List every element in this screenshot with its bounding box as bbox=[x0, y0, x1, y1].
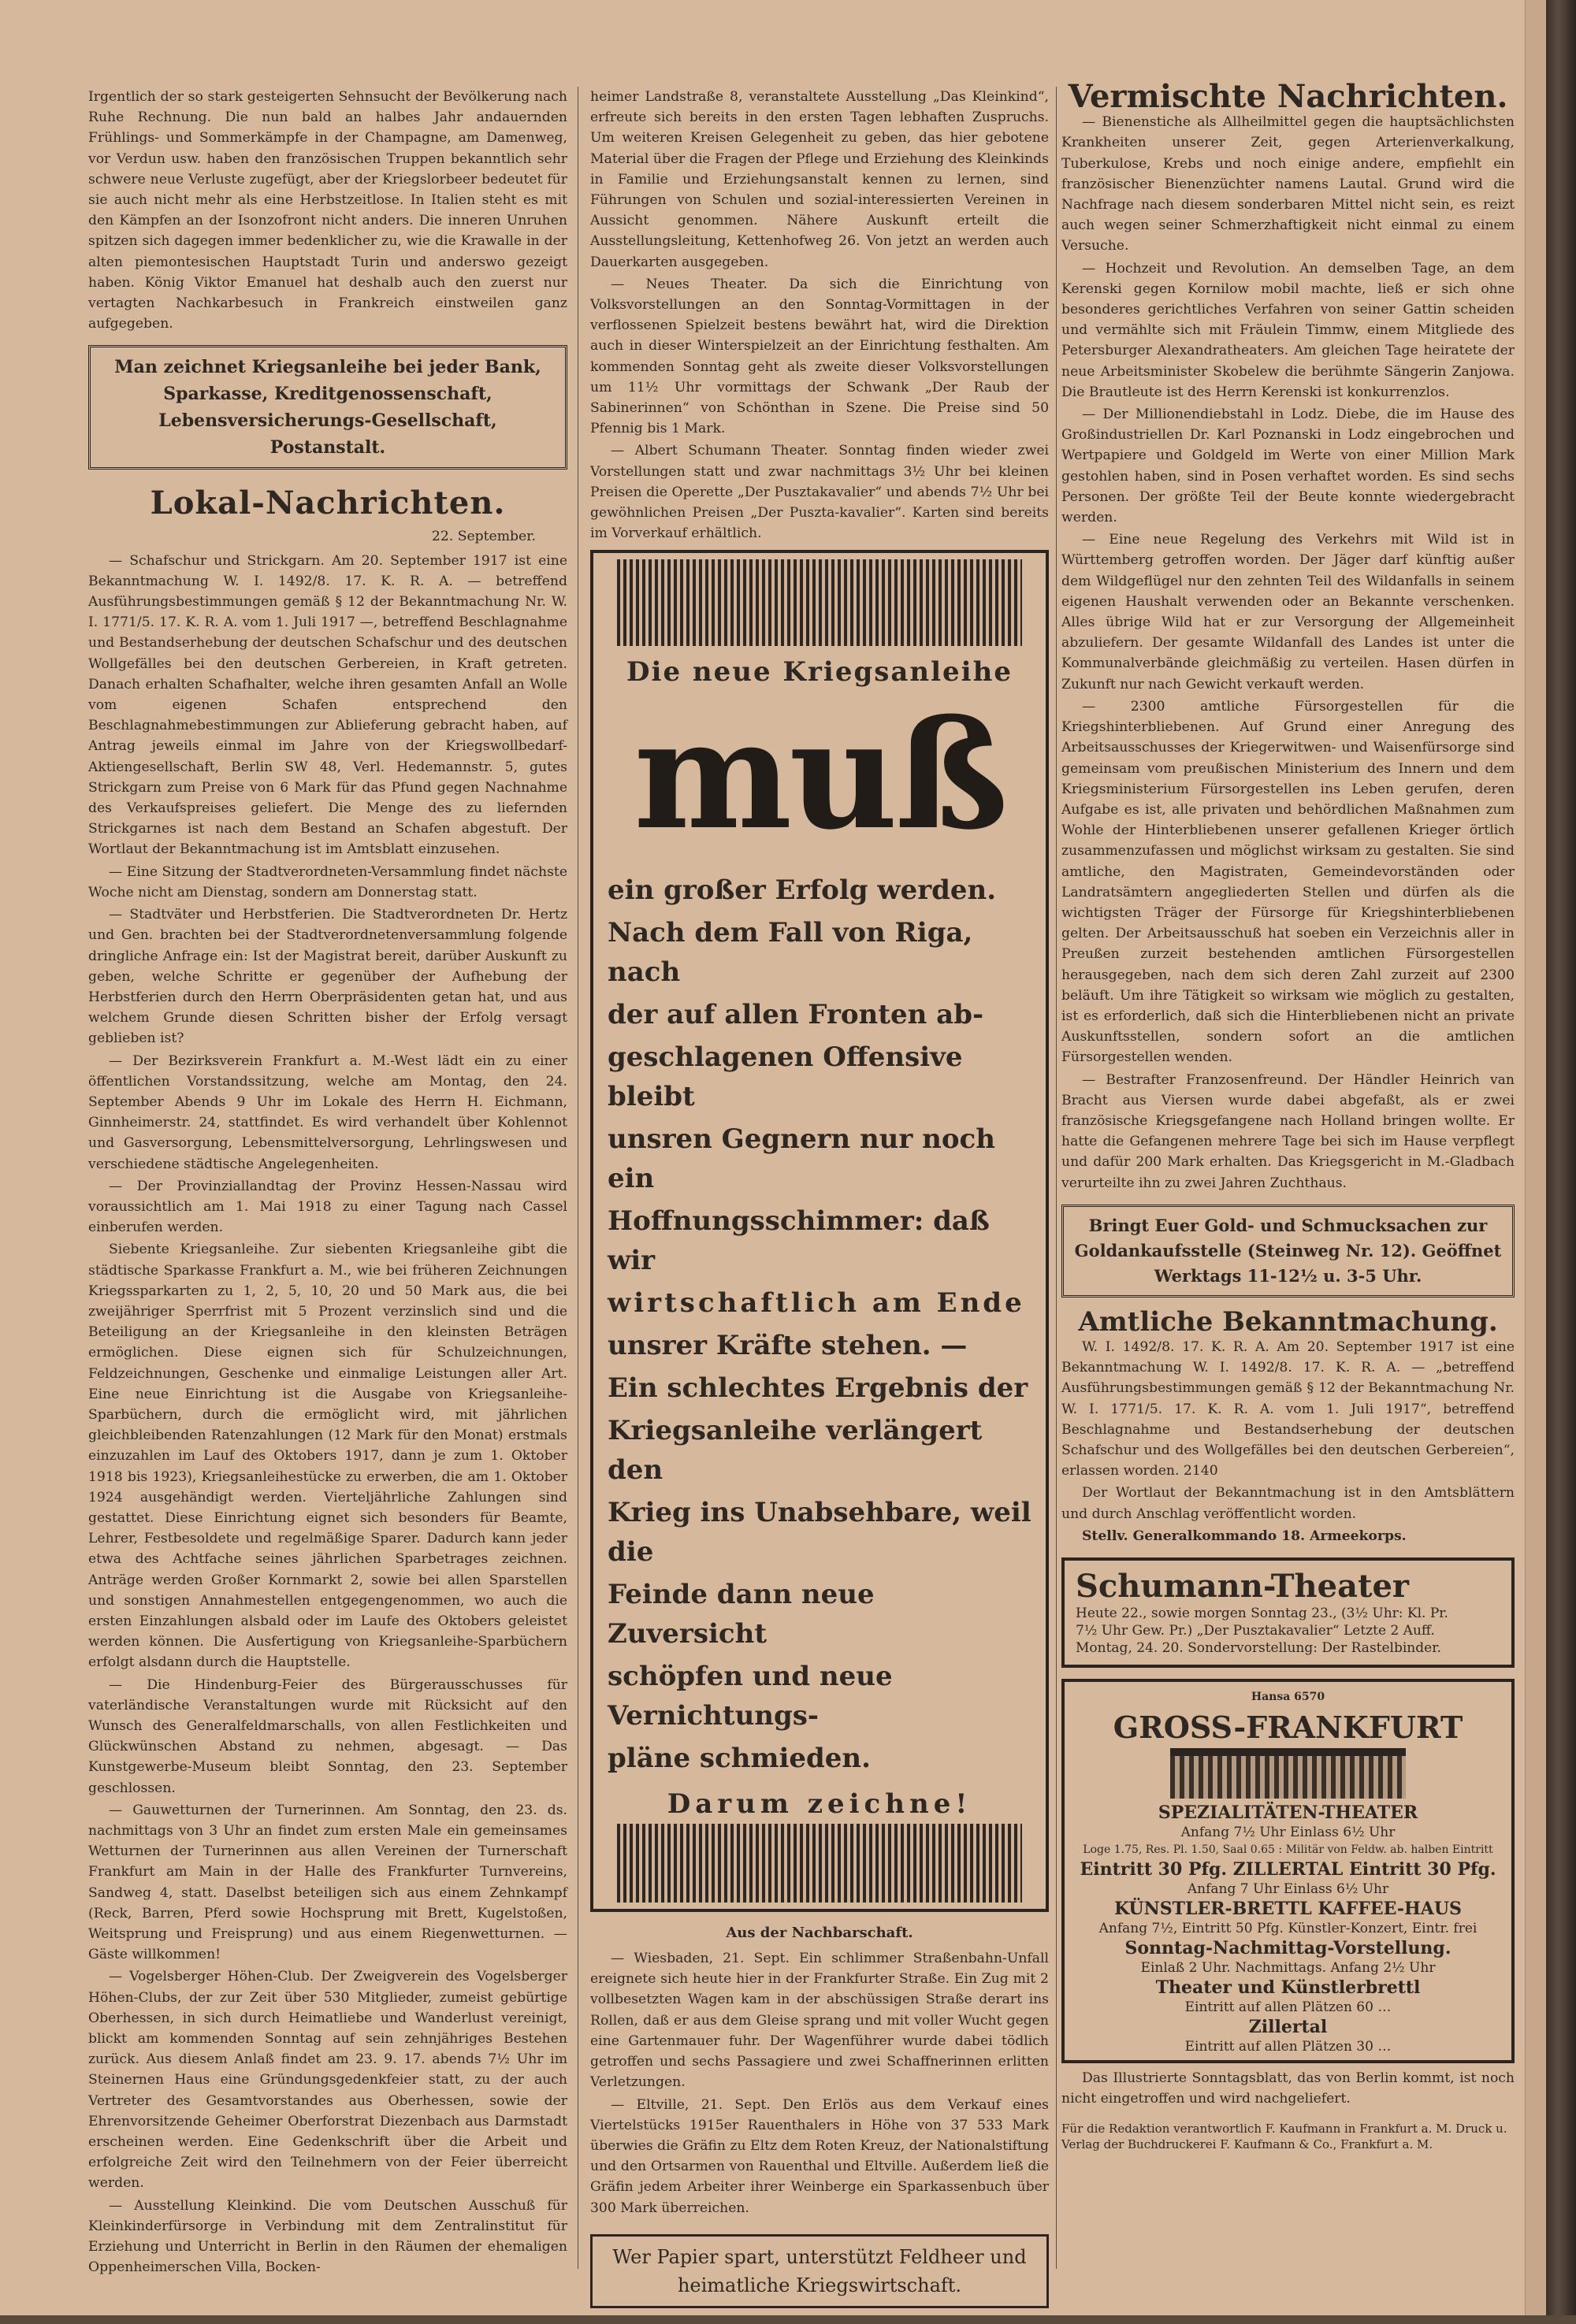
ad-line: Feinde dann neue Zuversicht bbox=[608, 1578, 875, 1650]
kriegsanleihe-advertisement bbox=[590, 550, 1049, 1911]
news-paragraph: — Hochzeit und Revolution. An demselben Tage, an dem Kerenski gegen Kornilow mobil machte, ließ er sich ohne besonderes gerichtliches Verfahren von seiner Gattin scheiden und vermählte sich mit Fräulein Timmw, einem Mitgliede des Petersburger Alexandratheaters. Am gleichen Tage heiratete der neue Arbeitsminister Skobelew die berühmte Sängerin Zanjowa. Die Brautleute ist des Herrn Kerenski ist konkurrenzlos. bbox=[1061, 260, 1515, 400]
column-right bbox=[1061, 78, 1515, 2152]
page-edge bbox=[1525, 0, 1547, 2315]
schumann-theater-ad bbox=[1061, 1557, 1515, 1668]
news-paragraph: — Wiesbaden, 21. Sept. Ein schlimmer Straßenbahn-Unfall ereignete sich heute hier in der Frankfurter Straße. Ein Zug mit 2 vollbesetzten Wagen kam in der abschüssigen Straße derart ins Rollen, daß er aus dem Gleise sprang und mit voller Wucht gegen eine Gartenmauer fuhr. Der Wagenführer wurde dabei tödlich getroffen und sechs Passagiere und zwei Schaffnerinnen erlitten Verletzungen. bbox=[590, 1951, 1049, 2091]
news-paragraph: — Bienenstiche als Allheilmittel gegen die hauptsächlichsten Krankheiten unserer Zeit, gegen Arterienverkalkung, Tuberkulose, Krebs und noch einige andere, empfiehlt ein französischer Bienenzüchter namens Lautal. Grund wird die Nachfrage nach diesem sonderbaren Mittel nicht sein, es reizt auch wegen seiner Schmerzhaftigkeit nicht einmal zu einem Versuche. bbox=[1061, 114, 1515, 254]
ad-line: Eintritt auf allen Plätzen 30 … bbox=[1184, 2039, 1392, 2055]
intro-paragraph: Irgentlich der so stark gesteigerten Sehnsucht der Bevölkerung nach Ruhe Rechnung. Die nun bald an halbes Jahr andauernden Frühlings- und Sommerkämpfe in der Champagne, am Damenweg, vor Verdun usw. haben den französischen Truppen bekanntlich sehr schwere neue Verluste zugefügt, aber der Kriegslorbeer bedeutet für sie auch nicht mehr als eine Herbstzeitlose. In Italien steht es mit den Kämpfen an der Isonzofront nicht anders. Die inneren Unruhen spitzen sich dagegen immer bedenklicher zu, wie die Krawalle in der alten piemontesischen Hauptstadt Turin und anderswo gezeigt haben. König Viktor Emanuel hat deshalb auch den zuerst nur vertagten Nachkarbesuch in Frankreich einstweilen ganz aufgegeben. bbox=[88, 89, 567, 332]
ad-line: Zillertal bbox=[1248, 2017, 1328, 2038]
news-paragraph: — Der Millionendiebstahl in Lodz. Diebe, die im Hause des Großindustriellen Dr. Karl Poznanski in Lodz eingebrochen und Wertpapiere und Goldgeld im Werte von einer Million Mark gestohlen haben, sind in Posen verhaftet worden. Es sind sechs Personen. Der größte Teil der Beute konnte wiedergebracht werden. bbox=[1061, 407, 1515, 526]
theater-line: Montag, 24. 20. Sondervorstellung: Der Rastelbinder. bbox=[1076, 1640, 1441, 1656]
ad-line: SPEZIALITÄTEN-THEATER bbox=[1158, 1802, 1418, 1824]
ad-line: Hoffnungsschimmer: daß wir bbox=[608, 1205, 990, 1276]
ad-line: Einlaß 2 Uhr. Nachmittags. Anfang 2½ Uhr bbox=[1140, 1960, 1436, 1977]
theater-line: 7½ Uhr Gew. Pr.) „Der Pusztakavalier“ Letzte 2 Auff. bbox=[1076, 1623, 1435, 1639]
gold-collection-ad: Bringt Euer Gold- und Schmucksachen zur Goldankaufsstelle (Steinweg Nr. 12). Geöffnet Werktags 11-12½ u. 3-5 Uhr. bbox=[1061, 1205, 1515, 1298]
dateline: 22. September. bbox=[431, 529, 536, 545]
ad-line: Kriegsanleihe verlängert den bbox=[608, 1414, 983, 1486]
theater-line: Heute 22., sowie morgen Sonntag 23., (3½ Uhr: Kl. Pr. bbox=[1076, 1606, 1448, 1621]
news-paragraph: — Stadtväter und Herbstferien. Die Stadtverordneten Dr. Hertz und Gen. brachten bei der Stadtverordnetenversammlung folgende dringliche Anfrage ein: Ist der Magistrat bereit, darüber Auskunft zu geben, welche Schritte er gegenüber der Aufhebung der Herbstferien durch den Herrn Oberpräsidenten getan hat, und aus welchem Grunde diesen Schritten bisher der Erfolg versagt geblieben ist? bbox=[88, 907, 567, 1047]
ad-line: geschlagenen Offensive bleibt bbox=[608, 1041, 963, 1112]
news-paragraph: — 2300 amtliche Fürsorgestellen für die Kriegshinterbliebenen. Auf Grund einer Anregung des Arbeitsausschusses der Kriegerwitwen- und Waisenfürsorge sind gemeinsam vom preußischen Ministerium des Innern und dem Kriegsministerium Fürsorgestellen ins Leben gerufen, deren Aufgabe es ist, alle privaten und behördlichen Maßnahmen zum Wohle der Hinterbliebenen unserer gefallenen Krieger örtlich zusammenzufassen und möglichst wirksam zu gestalten. Sie sind amtliche, den Magistraten, Gemeindevorständen oder Landratsämtern angegliederten Stellen und dürfen als die wichtigsten Träger der Fürsorge für Kriegshinterbliebenen gelten. Der Arbeitsausschuß hat soeben ein Verzeichnis aller in Preußen zurzeit bestehenden amtlichen Fürsorgestellen herausgegeben, nach dem sich deren Zahl zurzeit auf 2300 beläuft. Um ihre Tätigkeit so wirksam wie möglich zu gestalten, ist es erforderlich, daß sich die Hinterbliebenen nicht an private Auskunftsstellen, sondern sofort an die amtlichen Fürsorgestellen wenden. bbox=[1061, 698, 1515, 1066]
news-paragraph: — Der Bezirksverein Frankfurt a. M.-West lädt ein zu einer öffentlichen Vorstandssitzung, welche am Montag, den 24. September Abends 9 Uhr im Lokale des Herrn H. Eichmann, Ginnheimerstr. 24, stattfindet. Es wird verhandelt über Kohlennot und Gasversorgung, Lebensmittelversorgung, Lehrlingswesen und verschiedene städtische Angelegenheiten. bbox=[88, 1052, 567, 1172]
sonntagsblatt-notice: Das Illustrierte Sonntagsblatt, das von Berlin kommt, ist noch nicht eingetroffen und wird nachgeliefert. bbox=[1061, 2070, 1515, 2107]
section-heading-neighborhood: Aus der Nachbarschaft. bbox=[726, 1924, 913, 1941]
news-paragraph: — Ausstellung Kleinkind. Die vom Deutschen Ausschuß für Kleinkinderfürsorge in Verbindung mit dem Zentralinstitut für Erziehung und Unterricht in Berlin in den Räumen der ehemaligen Oppenheimerschen Villa, Bocken- bbox=[88, 2197, 567, 2276]
column-middle bbox=[590, 87, 1049, 2324]
ad-closing: Darum zeichne! bbox=[667, 1788, 972, 1820]
ad-line: Ein schlechtes Ergebnis der bbox=[608, 1372, 1028, 1404]
ad-line: der auf allen Fronten ab- bbox=[608, 998, 984, 1030]
section-heading-misc-news: Vermischte Nachrichten. bbox=[1068, 78, 1508, 115]
news-paragraph: — Vogelsberger Höhen-Club. Der Zweigverein des Vogelsberger Höhen-Clubs, der zur Zeit über 530 Mitglieder, zumeist gebürtige Oberhessen, in sich durch Heimatliebe und Wanderlust vereinigt, blickt am kommenden Sonntag auf sein zehnjähriges Bestehen zurück. Aus diesem Anlaß findet am 23. 9. 17. abends 7½ Uhr im Steinernen Haus eine Gründungsgedenkfeier statt, zu der auch Vertreter des Gesamtvorstandes aus Oberhessen, sowie der Ehrenvorsitzende Geheimer Oberforstrat Diezenbach aus Darmstadt erscheinen werden. Eine Gedenkschrift über die Arbeit und erfolgreiche Zeit wird den Teilnehmern von der Feier überreicht werden. bbox=[88, 1969, 567, 2192]
news-paragraph: — Bestrafter Franzosenfreund. Der Händler Heinrich van Bracht aus Viersen wurde dabei abgefaßt, als er zwei französische Kriegsgefangene nach Holland bringen wollte. Er hatte die Gefangenen mehrere Tage bei sich im Hause verpflegt und dafür 200 Mark erhalten. Das Kriegsgericht in M.-Gladbach verurteilte ihn zu zwei Jahren Zuchthaus. bbox=[1061, 1071, 1515, 1191]
column-rule bbox=[1056, 87, 1057, 2269]
binding-spine bbox=[1546, 0, 1576, 2315]
kriegsanleihe-box-ad: Man zeichnet Kriegsanleihe bei jeder Bank, Sparkasse, Kreditgenossenschaft, Lebensversicherungs-Gesellschaft, Postanstalt. bbox=[88, 345, 567, 470]
ad-big-word: muß bbox=[634, 686, 1005, 863]
news-paragraph: — Eine neue Regelung des Verkehrs mit Wild ist in Württemberg getroffen worden. Der Jäger darf künftig außer dem Wildgeflügel nur den zehnten Teil des Wildanfalls in seinem eigenen Haushalt verwenden oder an Bekannte verschenken. Alles übrige Wild hat er zur Versorgung der Allgemeinheit abzuliefern. Der gesamte Wildanfall des Landes ist unter die Kommunalverbände gleichmäßig zu verteilen. Hasen dürfen in Zukunft nur nach Gewicht verkauft werden. bbox=[1061, 532, 1515, 692]
section-heading-local-news: Lokal-Nachrichten. bbox=[150, 484, 506, 522]
news-paragraph: — Die Hindenburg-Feier des Bürgerausschusses für vaterländische Veranstaltungen wurde mit Rücksicht auf den Wunsch des Generalfeldmarschalls, von allen Festlichkeiten und Glückwünschen Abstand zu nehmen, abgesagt. — Das Kunstgewerbe-Museum bleibt Sonntag, den 23. September geschlossen. bbox=[88, 1676, 567, 1796]
ad-line: Anfang 7 Uhr Einlass 6½ Uhr bbox=[1187, 1881, 1389, 1898]
paper-saving-notice: Wer Papier spart, unterstützt Feldheer und heimatliche Kriegswirtschaft. bbox=[590, 2234, 1049, 2308]
news-paragraph: — Der Provinziallandtag der Provinz Hessen-Nassau wird voraussichtlich am 1. Mai 1918 zu einer Tagung nach Cassel einberufen werden. bbox=[88, 1178, 567, 1236]
ad-line: Anfang 7½, Eintritt 50 Pfg. Künstler-Konzert, Eintr. frei bbox=[1098, 1921, 1478, 1937]
news-paragraph: — Albert Schumann Theater. Sonntag finden wieder zwei Vorstellungen statt und zwar nachmittags 3½ Uhr bei kleinen Preisen die Operette „Der Pusztakavalier“ und abends 7½ Uhr bei gewöhnlichen Preisen „Der Puszta-kavalier“. Karten sind bereits im Vorverkauf erhältlich. bbox=[590, 443, 1049, 542]
ad-line: ein großer Erfolg werden. bbox=[608, 874, 997, 906]
news-paragraph: — Schafschur und Strickgarn. Am 20. September 1917 ist eine Bekanntmachung W. I. 1492/8. 17. K. R. A. — betreffend Ausführungsbestimmungen gemäß § 12 der Bekanntmachung Nr. W. I. 1771/5. 17. K. R. A. vom 1. Juli 1917 —, betreffend Beschlagnahme und Bestandserhebung der deutschen Schafschur und des deutschen Wollgefälles bei den deutschen Gerbereien, in Kraft getreten. Danach erhalten Schafhalter, welche ihren gesamten Anfall an Wolle vom eigenen Schafen entsprechend den Beschlagnahmebestimmungen zur Ablieferung gebracht haben, auf Antrag jeweils einmal im Jahre von der Kriegswollbedarf-Aktiengesellschaft, Berlin SW 48, Verl. Hedemannstr. 5, gutes Strickgarn zum Preise von 6 Mark für das Pfund gegen Nachnahme des Verkaufspreises geliefert. Die Menge des zu liefernden Strickgarnes ist nach dem Bestand an Schafen abgestuft. Der Wortlaut der Bekanntmachung ist im Amtsblatt einzusehen. bbox=[88, 552, 567, 858]
news-paragraph: — Eltville, 21. Sept. Den Erlös aus dem Verkauf eines Viertelstücks 1915er Rauenthalers in Höhe von 37 533 Mark überwies die Gräfin zu Eltz dem Roten Kreuz, der Nationalstiftung und den Ortsarmen von Rauenthal und Eltville. Außerdem ließ die Gräfin jedem Arbeiter ihrer Weinberge ein Sparkassenbuch über 300 Mark überreichen. bbox=[590, 2096, 1049, 2216]
ad-line: Theater und Künstlerbrettl bbox=[1155, 1977, 1421, 1999]
ad-line: pläne schmieden. bbox=[608, 1742, 871, 1774]
ad-line: Loge 1.75, Res. Pl. 1.50, Saal 0.65 : Militär von Feldw. ab. halben Eintritt bbox=[1083, 1843, 1493, 1857]
venue-name: GROSS-FRANKFURT bbox=[1113, 1710, 1463, 1746]
ad-line: Eintritt auf allen Plätzen 60 … bbox=[1184, 1999, 1392, 2016]
news-paragraph: heimer Landstraße 8, veranstaltete Ausstellung „Das Kleinkind“, erfreute sich bereits in den ersten Tagen lebhaften Zuspruchs. Um weiteren Kreisen Gelegenheit zu geben, das hier gebotene Material über die Fragen der Pflege und Erziehung des Kleinkinds in Familie und Erziehungsanstalt kennen zu lernen, sind Führungen von Schulen und sozial-interessierten Vereinen in Aussicht genommen. Nähere Auskunft erteilt die Ausstellungsleitung, Kettenhofweg 26. Von jetzt an werden auch Dauerkarten ausgegeben. bbox=[590, 89, 1049, 270]
ad-line: Anfang 7½ Uhr Einlass 6½ Uhr bbox=[1180, 1825, 1396, 1841]
official-notice-text: Der Wortlaut der Bekanntmachung ist in den Amtsblättern und durch Anschlag veröffentlicht worden. bbox=[1061, 1485, 1515, 1522]
column-left bbox=[88, 87, 567, 2280]
ornament-band bbox=[617, 1824, 1022, 1903]
news-paragraph: — Gauwetturnen der Turnerinnen. Am Sonntag, den 23. ds. nachmittags von 3 Uhr an findet zum ersten Male ein gemeinsames Wetturnen der Turnerinnen aus allen Vereinen der Turnerschaft Frankfurt am Main in der Halle des Frankfurter Turnvereins, Sandweg 4, statt. Daselbst beteiligen sich aus einem Zehnkampf (Reck, Barren, Pferd sowie Hochsprung mit Brett, Kugelstoßen, Weitsprung und Freisprung) und aus einem Riegenwetturnen. — Gäste willkommen! bbox=[88, 1802, 567, 1963]
ad-line: Nach dem Fall von Riga, nach bbox=[608, 916, 973, 988]
ad-line: Krieg ins Unabsehbare, weil die bbox=[608, 1496, 1031, 1568]
ad-line: unsrer Kräfte stehen. — bbox=[608, 1329, 968, 1361]
gross-frankfurt-ad bbox=[1061, 1679, 1515, 2063]
theater-name: Schumann-Theater bbox=[1076, 1568, 1410, 1605]
ornament-band bbox=[617, 559, 1022, 646]
imprint: Für die Redaktion verantwortlich F. Kaufmann in Frankfurt a. M. Druck u. Verlag der Buchdruckerei F. Kaufmann & Co., Frankfurt a. M. bbox=[1061, 2121, 1507, 2151]
ad-line: wirtschaftlich am Ende bbox=[608, 1286, 1025, 1319]
ad-line: Eintritt 30 Pfg. ZILLERTAL Eintritt 30 Pfg. bbox=[1080, 1859, 1496, 1880]
phone-number: Hansa 6570 bbox=[1251, 1691, 1325, 1703]
ad-line: unsren Gegnern nur noch ein bbox=[608, 1123, 995, 1194]
news-paragraph: Siebente Kriegsanleihe. Zur siebenten Kriegsanleihe gibt die städtische Sparkasse Frankfurt a. M., wie bei früheren Zeichnungen Kriegssparkarten zu 1, 2, 5, 10, 20 und 50 Mark aus, die bei zweijähriger Sperrfrist mit 5 Prozent verzinslich sind und die Beteiligung an der Kriegsanleihe in den kleinsten Beträgen ermöglichen. Diese eignen sich für Schulzeichnungen, Feldzeichnungen, Geschenke und einmalige Leistungen aller Art. Eine neue Einrichtung ist die Ausgabe von Kriegsanleihe-Sparbüchern, durch die ermöglicht wird, mit jährlichen gleichbleibenden Ratenzahlungen (12 Mark für den Monat) erstmals einzuzahlen im Lauf des Oktobers 1917, dann je zum 1. Oktober 1918 bis 1923), Kriegsanleihestücke zu erwerben, die am 1. Oktober 1924 ausgehändigt werden. Vierteljährliche Zahlungen sind gestattet. Diese Einrichtung eignet sich besonders für Beamte, Lehrer, Festbesoldete und regelmäßige Sparer. Dadurch kann jeder etwa des Achtfache seines jährlichen Sparbetrages zeichnen. Anträge werden Großer Kornmarkt 2, sowie bei allen Sparstellen und sonstigen Annahmestellen entgegengenommen, wo auch die ersten Einzahlungen alsbald oder im Laufe des Oktobers geleistet werden können. Die Ausfertigung von Kriegsanleihe-Sparbüchern erfolgt alsdann durch die Hauptstelle. bbox=[88, 1242, 567, 1671]
ad-line: KÜNSTLER-BRETTL KAFFEE-HAUS bbox=[1114, 1899, 1462, 1920]
official-notice-text: W. I. 1492/8. 17. K. R. A. Am 20. September 1917 ist eine Bekanntmachung W. I. 1492/8. 17. K. R. A. — „betreffend Ausführungsbestimmungen gemäß § 12 der Bekanntmachung Nr. W. I. 1771/5. 17. K. R. A. vom 1. Juli 1917“, betreffend Beschlagnahme und Bestandserhebung der deutschen Schafschur und des Wollgefälles bei den deutschen Gerbereien“, erlassen worden. 2140 bbox=[1061, 1338, 1515, 1479]
ad-line: schöpfen und neue Vernichtungs- bbox=[608, 1660, 893, 1732]
news-paragraph: — Eine Sitzung der Stadtverordneten-Versammlung findet nächste Woche nicht am Dienstag, sondern am Donnerstag statt. bbox=[88, 863, 567, 900]
ad-title: Die neue Kriegsanleihe bbox=[626, 656, 1013, 689]
ad-line: Sonntag-Nachmittag-Vorstellung. bbox=[1124, 1938, 1451, 1959]
official-notice-signature: Stellv. Generalkommando 18. Armeekorps. bbox=[1082, 1528, 1407, 1544]
official-notice-heading: Amtliche Bekanntmachung. bbox=[1078, 1305, 1498, 1338]
building-illustration bbox=[1170, 1748, 1406, 1799]
news-paragraph: — Neues Theater. Da sich die Einrichtung von Volksvorstellungen an den Sonntag-Vormittagen in der verflossenen Spielzeit bestens bewährt hat, wird die Direktion auch in dieser Winterspielzeit an der Einrichtung festhalten. Am kommenden Sonntag geht als zweite dieser Volksvorstellungen um 11½ Uhr vormittags der Schwank „Der Raub der Sabinerinnen“ von Schönthan in Szene. Die Preise sind 50 Pfennig bis 1 Mark. bbox=[590, 276, 1049, 437]
